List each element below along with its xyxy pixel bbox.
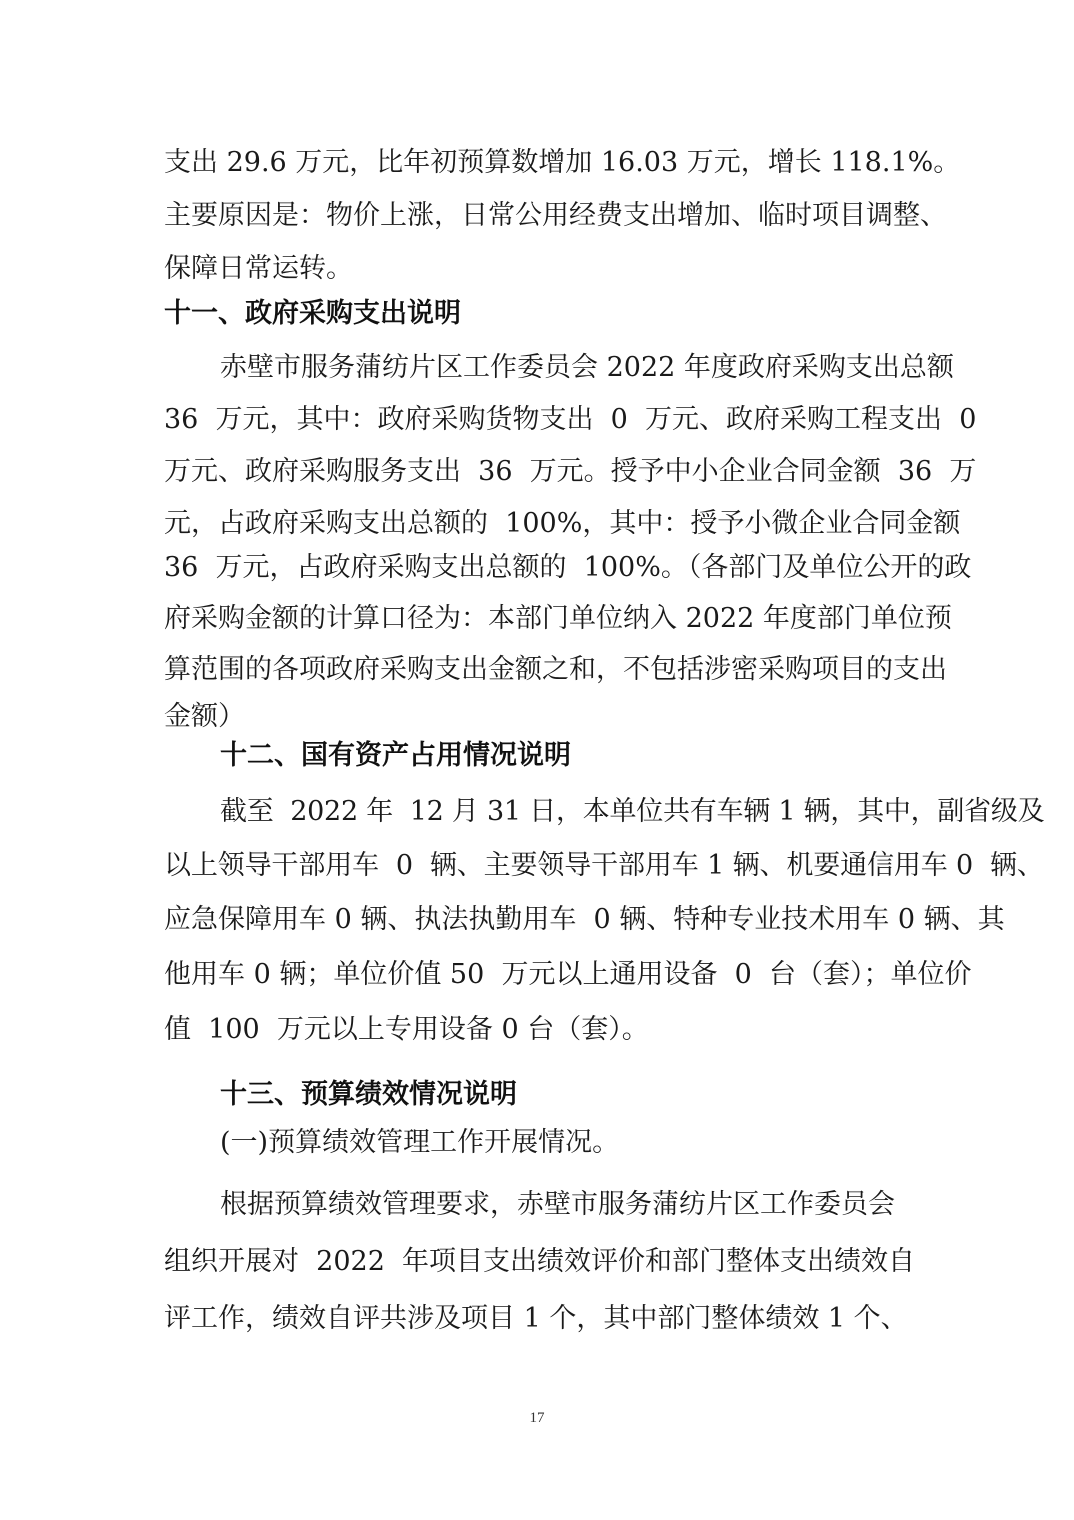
paragraph-line: 36 万元，占政府采购支出总额的 100%。（各部门及单位公开的政 bbox=[164, 552, 972, 583]
paragraph-line: 万元、政府采购服务支出 36 万元。授予中小企业合同金额 36 万 bbox=[164, 456, 977, 487]
subsection-heading: (一)预算绩效管理工作开展情况。 bbox=[220, 1127, 620, 1158]
paragraph-line: 组织开展对 2022 年项目支出绩效评价和部门整体支出绩效自 bbox=[164, 1246, 916, 1277]
paragraph-line: 府采购金额的计算口径为：本部门单位纳入 2022 年度部门单位预 bbox=[164, 603, 952, 634]
page-number: 17 bbox=[529, 1410, 545, 1426]
paragraph-line: 赤壁市服务蒲纺片区工作委员会 2022 年度政府采购支出总额 bbox=[220, 352, 954, 383]
section-heading-13: 十三、预算绩效情况说明 bbox=[220, 1079, 517, 1110]
paragraph-line: 根据预算绩效管理要求，赤壁市服务蒲纺片区工作委员会 bbox=[220, 1189, 895, 1220]
paragraph-line: 主要原因是：物价上涨，日常公用经费支出增加、临时项目调整、 bbox=[164, 200, 947, 231]
paragraph-line: 评工作，绩效自评共涉及项目 1 个，其中部门整体绩效 1 个、 bbox=[164, 1303, 908, 1334]
paragraph-line: 应急保障用车 0 辆、执法执勤用车 0 辆、特种专业技术用车 0 辆、其 bbox=[164, 904, 1005, 935]
paragraph-line: 截至 2022 年 12 月 31 日，本单位共有车辆 1 辆，其中，副省级及 bbox=[220, 796, 1045, 827]
paragraph-line: 支出 29.6 万元，比年初预算数增加 16.03 万元，增长 118.1%。 bbox=[164, 147, 961, 178]
section-heading-11: 十一、政府采购支出说明 bbox=[164, 298, 461, 329]
paragraph-line: 值 100 万元以上专用设备 0 台（套）。 bbox=[164, 1014, 649, 1045]
paragraph-line: 算范围的各项政府采购支出金额之和，不包括涉密采购项目的支出 bbox=[164, 654, 947, 685]
paragraph-line: 金额） bbox=[164, 701, 245, 732]
section-heading-12: 十二、国有资产占用情况说明 bbox=[220, 740, 571, 771]
paragraph-line: 以上领导干部用车 0 辆、主要领导干部用车 1 辆、机要通信用车 0 辆、 bbox=[164, 850, 1044, 881]
paragraph-line: 36 万元，其中：政府采购货物支出 0 万元、政府采购工程支出 0 bbox=[164, 404, 977, 435]
paragraph-line: 他用车 0 辆；单位价值 50 万元以上通用设备 0 台（套）；单位价 bbox=[164, 959, 972, 990]
paragraph-line: 保障日常运转。 bbox=[164, 253, 353, 284]
paragraph-line: 元，占政府采购支出总额的 100%，其中：授予小微企业合同金额 bbox=[164, 508, 961, 539]
